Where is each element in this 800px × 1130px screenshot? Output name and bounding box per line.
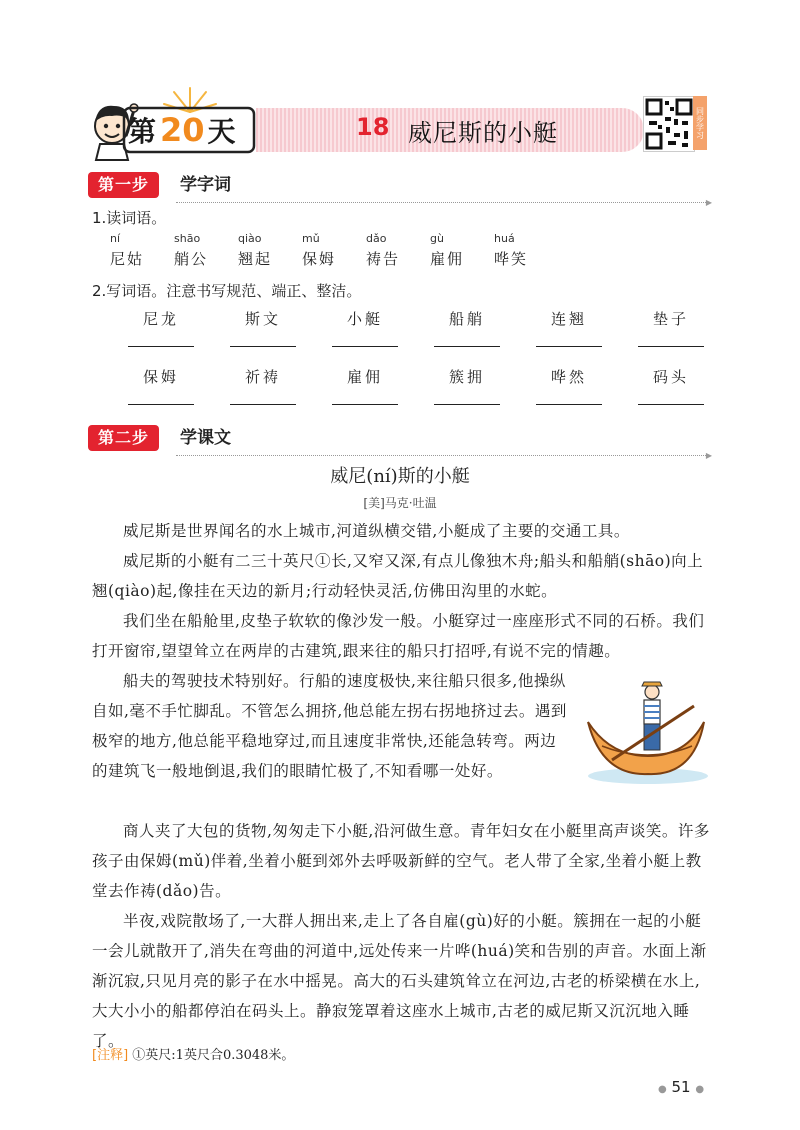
write-word-prompt: 小艇 — [346, 310, 383, 328]
dotted-divider — [176, 202, 708, 203]
write-word-cell — [518, 308, 620, 347]
answer-blank-line[interactable] — [638, 346, 704, 347]
footnote-text: ①英尺:1英尺合0.3048米。 — [132, 1048, 295, 1063]
write-word-prompt: 祈祷 — [244, 368, 281, 386]
day-badge-frame — [118, 106, 258, 154]
answer-blank-line[interactable] — [434, 404, 500, 405]
answer-blank-line[interactable] — [638, 404, 704, 405]
answer-blank-line[interactable] — [230, 346, 296, 347]
dotted-divider — [176, 455, 708, 456]
write-word-cell — [314, 308, 416, 347]
page-number-value: 51 — [671, 1078, 691, 1096]
paragraph-4: 船夫的驾驶技术特别好。行船的速度极快,来往船只很多,他操纵自如,毫不手忙脚乱。不管怎么拥挤,他总能左拐右拐地挤过去。遇到极窄的地方,他总能平稳地穿过,而且速度非常快,还能急转弯。两边的建筑飞一般地倒退,我们的眼睛忙极了,不知看哪一处好。 — [92, 672, 567, 780]
lesson-number: 18 — [356, 113, 390, 141]
pinyin-text: gù — [430, 232, 444, 245]
write-word-prompt: 尼龙 — [142, 310, 179, 328]
answer-blank-line[interactable] — [128, 404, 194, 405]
write-word-cell — [518, 366, 620, 405]
answer-blank-line[interactable] — [332, 346, 398, 347]
write-words-row-1 — [110, 308, 722, 347]
answer-blank-line[interactable] — [128, 346, 194, 347]
paragraph-5: 商人夹了大包的货物,匆匆走下小艇,沿河做生意。青年妇女在小艇里高声谈笑。许多孩子由保姆(mǔ)伴着,坐着小艇到郊外去呼吸新鲜的空气。老人带了全家,坐着小艇上教堂去作祷(dǎo)告。 — [92, 822, 710, 900]
text-title: 威尼(ní)斯的小艇 — [330, 466, 470, 487]
step-one-header — [88, 172, 712, 207]
write-word-prompt: 簇拥 — [448, 368, 485, 386]
qr-side-label: 同步学习 — [693, 96, 707, 150]
pinyin-text: ní — [110, 232, 121, 245]
write-word-cell — [620, 308, 722, 347]
step-one-badge: 第一步 — [88, 172, 159, 198]
question-two-label: 2.写词语。注意书写规范、端正、整洁。 — [92, 282, 362, 300]
step-one-title: 学字词 — [180, 175, 231, 195]
write-word-cell — [212, 308, 314, 347]
question-one-label: 1.读词语。 — [92, 209, 167, 227]
answer-blank-line[interactable] — [536, 404, 602, 405]
write-word-prompt: 垫子 — [652, 310, 689, 328]
read-word-item — [430, 232, 494, 269]
arrow-right-icon: ▶ — [705, 451, 712, 460]
word-text: 艄公 — [174, 250, 209, 268]
step-two-header — [88, 425, 712, 460]
read-word-item — [174, 232, 238, 269]
paragraph-3: 我们坐在船舱里,皮垫子软软的像沙发一般。小艇穿过一座座形式不同的石桥。我们打开窗帘,望望耸立在两岸的古建筑,跟来往的船只打招呼,有说不完的情趣。 — [92, 612, 705, 660]
arrow-right-icon: ▶ — [705, 198, 712, 207]
write-word-prompt: 码头 — [652, 368, 689, 386]
read-word-item — [302, 232, 366, 269]
write-word-prompt: 保姆 — [142, 368, 179, 386]
gondolier-illustration — [582, 676, 710, 786]
read-word-item — [110, 232, 174, 269]
step-two-title: 学课文 — [180, 428, 231, 448]
paragraph-6: 半夜,戏院散场了,一大群人拥出来,走上了各自雇(gù)好的小艇。簇拥在一起的小艇一会儿就散开了,消失在弯曲的河道中,远处传来一片哗(huá)笑和告别的声音。水面上渐渐沉寂,只见月亮的影子在水中摇晃。高大的石头建筑耸立在河边,古老的桥梁横在水上,大大小小的船都停泊在码头上。静寂笼罩着这座水上城市,古老的威尼斯又沉沉地入睡了。 — [92, 912, 707, 1050]
write-word-prompt: 雇佣 — [346, 368, 383, 386]
pinyin-text: mǔ — [302, 232, 320, 245]
pinyin-text: dǎo — [366, 232, 387, 245]
text-author: [美]马克·吐温 — [363, 496, 437, 510]
answer-blank-line[interactable] — [536, 346, 602, 347]
pinyin-text: huá — [494, 232, 515, 245]
write-word-cell — [416, 308, 518, 347]
word-text: 翘起 — [238, 250, 273, 268]
lesson-title: 威尼斯的小艇 — [408, 119, 558, 147]
paragraph-1: 威尼斯是世界闻名的水上城市,河道纵横交错,小艇成了主要的交通工具。 — [123, 522, 630, 540]
write-word-cell — [314, 366, 416, 405]
read-word-item — [366, 232, 430, 269]
write-word-cell — [620, 366, 722, 405]
write-word-cell — [416, 366, 518, 405]
write-word-prompt: 船艄 — [448, 310, 485, 328]
write-word-prompt: 连翘 — [550, 310, 587, 328]
day-prefix: 第 — [128, 115, 158, 148]
write-word-cell — [110, 366, 212, 405]
answer-blank-line[interactable] — [332, 404, 398, 405]
write-word-prompt: 哗然 — [550, 368, 587, 386]
read-word-item — [494, 232, 558, 269]
word-text: 尼姑 — [110, 250, 145, 268]
word-text: 保姆 — [302, 250, 337, 268]
word-text: 雇佣 — [430, 250, 465, 268]
footnote-tag: [注释] — [92, 1048, 129, 1063]
pinyin-text: qiào — [238, 232, 262, 245]
paragraph-2: 威尼斯的小艇有二三十英尺①长,又窄又深,有点儿像独木舟;船头和船艄(shāo)向上翘(qiào)起,像挂在天边的新月;行动轻快灵活,仿佛田沟里的水蛇。 — [92, 552, 704, 600]
day-suffix: 天 — [207, 115, 237, 148]
step-two-badge: 第二步 — [88, 425, 159, 451]
write-word-prompt: 斯文 — [244, 310, 281, 328]
read-words-row — [110, 232, 558, 269]
page-number: ● 51 ● — [658, 1078, 705, 1096]
read-word-item — [238, 232, 302, 269]
qr-code-icon[interactable] — [643, 96, 695, 152]
write-word-cell — [110, 308, 212, 347]
page-header — [0, 0, 800, 170]
write-words-row-2 — [110, 366, 722, 405]
pinyin-text: shāo — [174, 232, 201, 245]
write-word-cell — [212, 366, 314, 405]
word-text: 祷告 — [366, 250, 401, 268]
footnote — [92, 1044, 294, 1063]
answer-blank-line[interactable] — [434, 346, 500, 347]
day-number: 20 — [160, 111, 205, 149]
word-text: 哗笑 — [494, 250, 529, 268]
answer-blank-line[interactable] — [230, 404, 296, 405]
